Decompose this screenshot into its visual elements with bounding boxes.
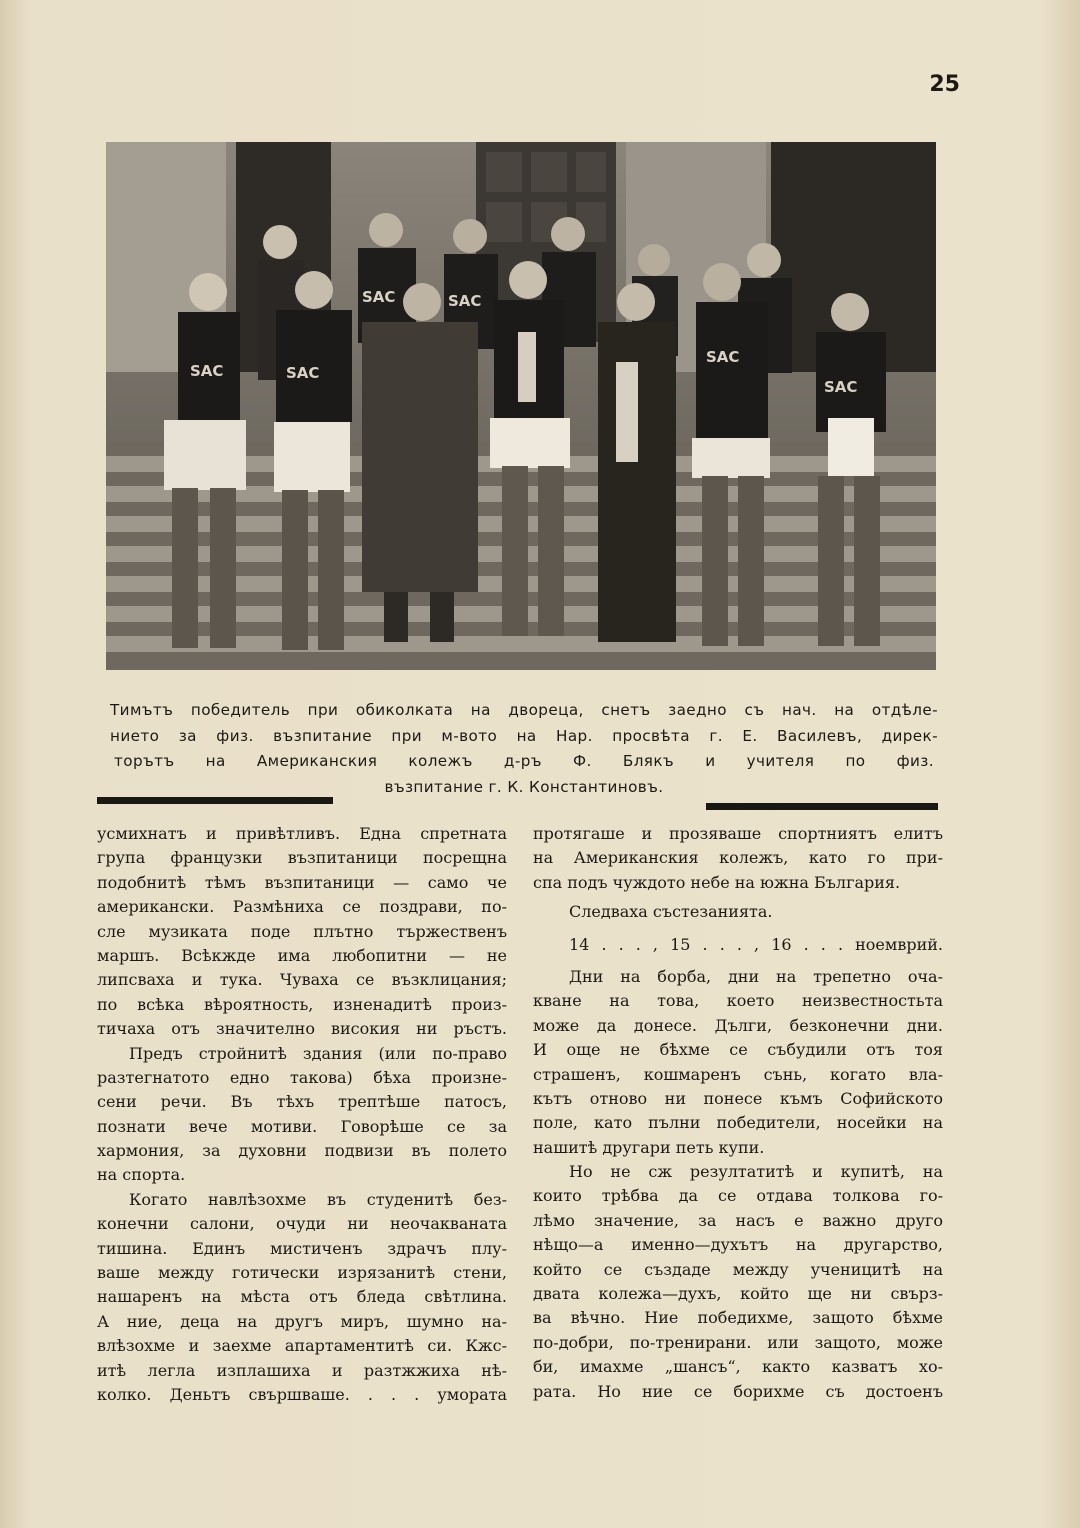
text-line: тишина. Единъ мистиченъ здрачъ плу- (97, 1238, 507, 1258)
text-line: поле, като пълни победители, носейки на (533, 1113, 943, 1133)
text-line: Предъ стройнитѣ здания (или по-право (129, 1043, 507, 1063)
divider-rule-right (706, 803, 938, 810)
text-line: А ние, деца на другъ миръ, шумно на- (97, 1311, 507, 1331)
text-line: Следваха състезанията. (569, 902, 773, 922)
text-line: нашаренъ на мѣста отъ бледа свѣтлина. (97, 1287, 507, 1307)
text-line: спа подъ чуждото небе на южна България. (533, 872, 901, 892)
text-line: влѣзохме и заехме апартаментитѣ си. Кжс- (97, 1336, 507, 1356)
text-line: итѣ легла изплашиха и разтжжиха нѣ- (97, 1360, 507, 1380)
text-line: рата. Но ние се борихме съ достоенъ (533, 1381, 943, 1401)
text-line: на Американския колежъ, като го при- (533, 848, 943, 868)
caption-line: възпитание г. К. Константиновъ. (384, 777, 664, 796)
text-line: двата колежа—духъ, който ще ни свърз- (533, 1284, 943, 1304)
text-line: по-добри, по-тренирани. или защото, може (533, 1332, 943, 1352)
text-line: липсваха и тука. Чуваха се възклицания; (97, 970, 507, 990)
text-line: конечни салони, очуди ни неочакваната (97, 1214, 507, 1234)
text-line: които трѣбва да се отдава толкова го- (533, 1186, 943, 1206)
jersey-text: SAC (190, 362, 224, 380)
text-line: кване на това, което неизвестностьта (533, 991, 943, 1011)
divider-rule-left (97, 797, 333, 804)
text-line: познати вече мотиви. Говорѣше се за (97, 1116, 507, 1136)
caption-line: торътъ на Американския колежъ д-ръ Ф. Блякъ и учителя по физ. (114, 752, 934, 770)
text-line: подобнитѣ тѣмъ възпитаници — само че (97, 872, 507, 892)
text-line: американски. Размѣниха се поздрави, по- (97, 897, 507, 917)
text-column-left (97, 822, 507, 1407)
text-line: лѣмо значение, за насъ е важно друго (533, 1210, 943, 1230)
caption-line: нието за физ. възпитание при м-вото на Нар. просвѣта г. Е. Василевъ, дирек- (110, 726, 938, 745)
text-line: кътъ отново ни понесе къмъ Софийското (533, 1088, 943, 1108)
jersey-text: SAC (824, 378, 858, 396)
text-line: нѣщо—а именно—духътъ на другарство, (533, 1235, 943, 1255)
text-line: ва вѣчно. Ние победихме, защото бѣхме (533, 1308, 943, 1328)
text-line: на спорта. (97, 1165, 186, 1185)
text-line: по всѣка вѣроятность, изненадитѣ произ- (97, 994, 507, 1014)
jersey-text: SAC (448, 292, 482, 310)
text-line: ваше между готически изрязанитѣ стени, (97, 1263, 507, 1283)
text-line: тичаха отъ значително високия ни ръстъ. (97, 1019, 507, 1039)
text-line: може да донесе. Дълги, безконечни дни. (533, 1015, 943, 1035)
page-number: 25 (929, 72, 960, 97)
jersey-text: SAC (706, 348, 740, 366)
text-line: би, имахме „шансъ“, както казватъ хо- (533, 1357, 943, 1377)
text-column-right (533, 822, 943, 1404)
team-photo-image (106, 142, 936, 670)
text-line: протягаше и прозяваше спортниятъ елитъ (533, 824, 943, 843)
jersey-text: SAC (362, 288, 396, 306)
text-line: нашитѣ другари петь купи. (533, 1137, 765, 1157)
text-line: Когато навлѣзохме въ студенитѣ без- (129, 1189, 507, 1209)
text-line: Но не сж резултатитѣ и купитѣ, на (569, 1162, 943, 1182)
jersey-text: SAC (286, 364, 320, 382)
team-photo (106, 142, 936, 670)
text-line: И още не бѣхме се събудили отъ тоя (533, 1040, 943, 1060)
text-line: който се създаде между ученицитѣ на (533, 1259, 943, 1279)
text-line: сени речи. Въ тѣхъ трептѣше патосъ, (97, 1092, 507, 1112)
text-line: хармония, за духовни подвизи въ полето (97, 1141, 507, 1161)
caption-line: Тимътъ победитель при обиколката на двореца, снетъ заедно съ нач. на отдѣле- (110, 701, 938, 719)
text-line: колко. Деньтъ свършваше. . . . умората (97, 1384, 507, 1404)
text-line: страшенъ, кошмаренъ сънь, когато вла- (533, 1064, 943, 1084)
text-line: 14 . . . , 15 . . . , 16 . . . ноемврий. (569, 934, 943, 954)
photo-caption (110, 698, 938, 800)
text-line: маршъ. Всѣкжде има любопитни — не (97, 945, 507, 965)
text-line: усмихнатъ и привѣтливъ. Една спретната (97, 824, 507, 843)
text-line: Дни на борба, дни на трепетно оча- (569, 966, 943, 986)
text-line: сле музиката поде плътно тържественъ (97, 921, 507, 941)
text-line: група французки възпитаници посрещна (97, 848, 507, 868)
text-line: разтегнатото едно такова) бѣха произне- (97, 1067, 507, 1087)
